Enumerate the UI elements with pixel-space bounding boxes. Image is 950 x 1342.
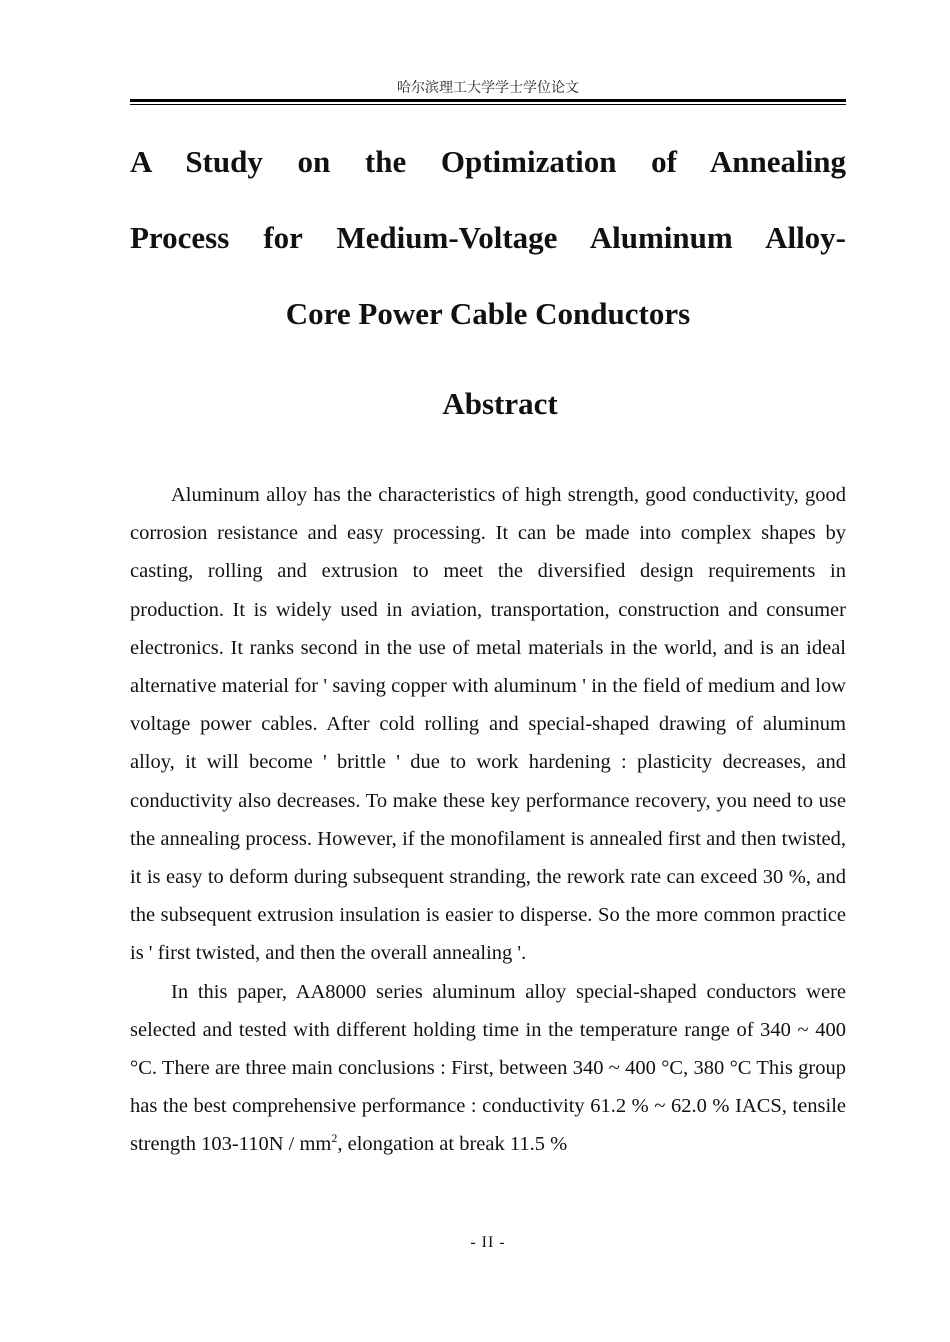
abstract-body bbox=[130, 476, 846, 1164]
abstract-paragraph-2 bbox=[130, 973, 846, 1164]
title-line-3: Core Power Cable Conductors bbox=[285, 296, 691, 331]
running-header: 哈尔滨理工大学学士学位论文 bbox=[397, 80, 579, 96]
title-line-1: A Study on the Optimization of Annealing bbox=[130, 144, 846, 179]
abstract-paragraph-1: Aluminum alloy has the characteristics of high strength, good conductivity, good corrosion resistance and easy processing. It can be made into complex shapes by casting, rolling and extrusion to meet the diversified design requirements in production. It is widely used in aviation, transportation, construction and consumer electronics. It ranks second in the use of metal materials in the world, and is an ideal alternative material for ' saving copper with aluminum ' in the field of medium and low voltage power cables. After cold rolling and special-shaped drawing of aluminum alloy, it will become ' brittle ' due to work hardening : plasticity decreases, and conductivity also decreases. To make these key performance recovery, you need to use the annealing process. However, if the monofilament is annealed first and then twisted, it is easy to deform during subsequent stranding, the rework rate can exceed 30 %, and the subsequent extrusion insulation is easier to disperse. So the more common practice is ' first twisted, and then the overall annealing '. bbox=[130, 484, 846, 965]
header-rule-thin bbox=[130, 104, 846, 105]
abstract-heading: Abstract bbox=[442, 386, 558, 421]
page-number: - II - bbox=[470, 1234, 506, 1251]
thesis-title bbox=[130, 124, 846, 352]
title-line-2: Process for Medium-Voltage Aluminum Alloy- bbox=[130, 220, 846, 255]
paragraph-2-text: In this paper, AA8000 series aluminum alloy special-shaped conductors were selected and tested with different holding time in the temperature range of 340 ~ 400 °C. There are three main conclusions : First, between 340 ~ 400 °C, 380 °C This group has the best comprehensive performance : conductivity 61.2 % ~ 62.0 % IACS, tensile strength 103-110N / mm bbox=[130, 980, 846, 1156]
paragraph-2-continuation: , elongation at break 11.5 % bbox=[337, 1133, 568, 1156]
superscript-exponent: 2 bbox=[331, 1131, 338, 1146]
header-rule-thick bbox=[130, 99, 846, 102]
